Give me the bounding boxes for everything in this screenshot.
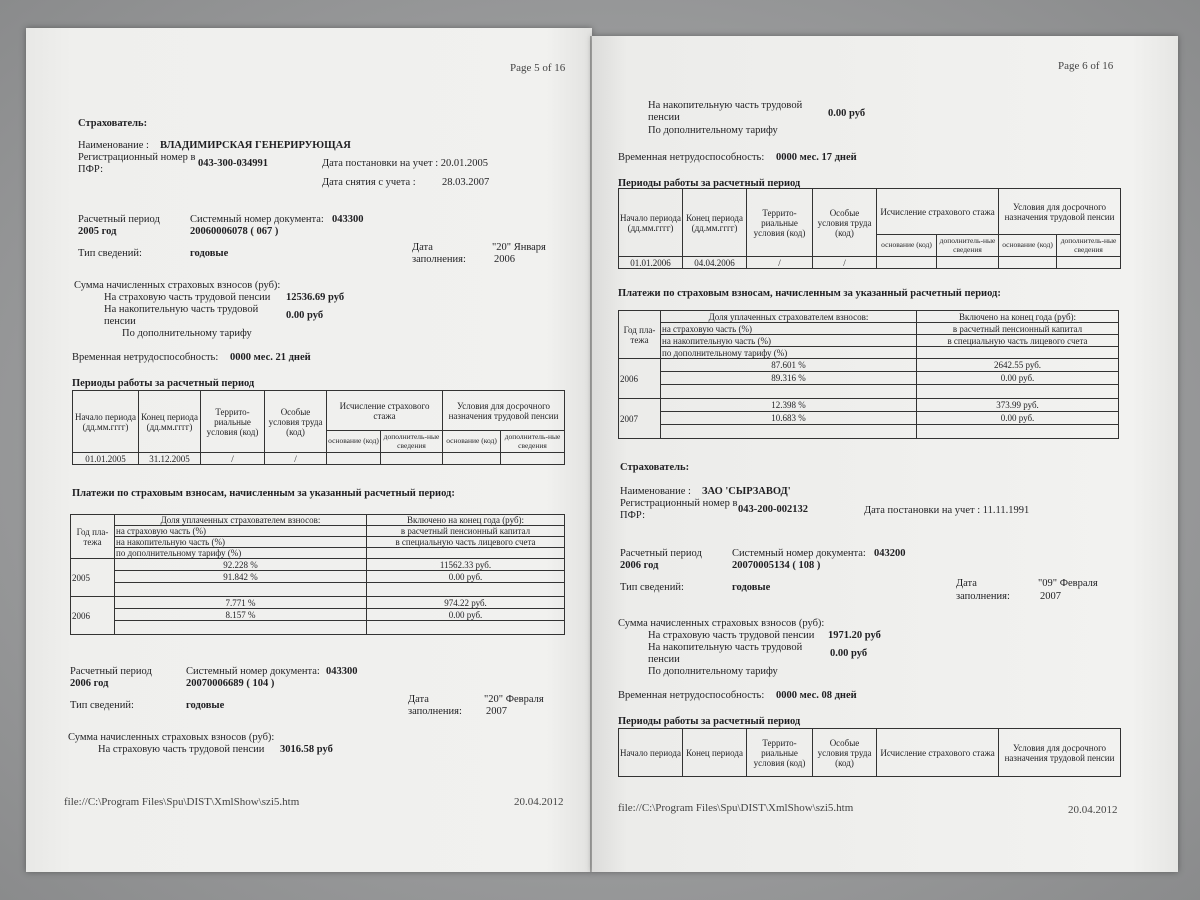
fill2-label-2: заполнения: — [408, 706, 462, 717]
col-basis: основание (код) — [327, 431, 381, 453]
footer-date: 20.04.2012 — [1068, 804, 1118, 816]
acc-label-2: пенсии — [648, 112, 680, 123]
sum2-title: Сумма начисленных страховых взносов (руб): — [68, 732, 275, 743]
cell: 89.316 % — [661, 372, 917, 385]
fill-date: "20" Января — [492, 242, 546, 253]
col-end: Конец периода (дд.мм.гггг) — [683, 189, 747, 257]
col-early: Условия для досрочного назначения трудовой пенсии — [999, 729, 1121, 777]
fill-label-2: заполнения: — [956, 591, 1010, 602]
work-periods-table-partial — [618, 728, 1121, 777]
acc-label: На накопительную часть трудовой — [648, 100, 803, 111]
acc-label-2: пенсии — [648, 654, 680, 665]
cell: 10.683 % — [661, 412, 917, 425]
col-early: Условия для досрочного назначения трудовой пенсии — [999, 189, 1121, 235]
cell — [917, 425, 1119, 439]
acc-label: На накопительную часть трудовой — [104, 304, 259, 315]
cell — [937, 257, 999, 269]
name-label: Наименование : — [78, 140, 149, 151]
col-basis-2: основание (код) — [443, 431, 501, 453]
cell: 31.12.2005 — [139, 453, 201, 465]
fill-date: "09" Февраля — [1038, 578, 1098, 589]
work-periods-table — [72, 390, 565, 465]
acc-label: На накопительную часть трудовой — [648, 642, 803, 653]
row-label: на накопительную часть (%) — [115, 537, 367, 548]
dereg-label: Дата снятия с учета : — [322, 177, 416, 188]
ins2-value: 3016.58 руб — [280, 744, 333, 755]
cell: 01.01.2005 — [73, 453, 139, 465]
fill2-label: Дата — [408, 694, 429, 705]
col-calc: Исчисление страхового стажа — [877, 189, 999, 235]
cell: 7.771 % — [115, 597, 367, 609]
disability-value: 0000 мес. 21 дней — [230, 352, 311, 363]
type-label: Тип сведений: — [620, 582, 684, 593]
col-start: Начало периода (дд.мм.гггг) — [619, 189, 683, 257]
pay-year: 2007 — [619, 399, 661, 439]
cell — [917, 347, 1119, 359]
cell — [917, 385, 1119, 399]
period2-year: 2006 год — [70, 678, 109, 689]
period-label: Расчетный период — [620, 548, 702, 559]
col-special: Особые условия труда (код) — [813, 189, 877, 257]
insurer-title: Страхователь: — [620, 462, 690, 473]
cell: 92.228 % — [115, 559, 367, 571]
page-number: Page 6 of 16 — [1058, 60, 1114, 72]
footer-date: 20.04.2012 — [514, 796, 564, 808]
doc-number: 20070005134 ( 108 ) — [732, 560, 821, 571]
row-label: в расчетный пенсионный капитал — [367, 526, 565, 537]
fill-year: 2007 — [1040, 591, 1061, 602]
period-year: 2005 год — [78, 226, 117, 237]
cell — [501, 453, 565, 465]
cell: / — [201, 453, 265, 465]
row-label: на страховую часть (%) — [115, 526, 367, 537]
disability-label: Временная нетрудоспособность: — [618, 152, 765, 163]
page-number: Page 5 of 16 — [510, 62, 566, 74]
acc-value: 0.00 руб — [828, 108, 866, 119]
col-extra: дополнитель-ные сведения — [937, 235, 999, 257]
col-extra-2: дополнитель-ные сведения — [501, 431, 565, 453]
work-periods-table — [618, 188, 1121, 269]
col-terr: Террито-риальные условия (код) — [747, 729, 813, 777]
sysnum-value: 043300 — [332, 214, 364, 225]
disability-label: Временная нетрудоспособность: — [618, 690, 765, 701]
work-title: Периоды работы за расчетный период — [618, 178, 801, 189]
fill2-date: "20" Февраля — [484, 694, 544, 705]
col-included: Включено на конец года (руб): — [367, 515, 565, 526]
cell: 0.00 руб. — [367, 571, 565, 583]
type2-value: годовые — [186, 700, 225, 711]
insurer-title: Страхователь: — [78, 118, 148, 129]
cell — [367, 548, 565, 559]
cell: 04.04.2006 — [683, 257, 747, 269]
pay-year: 2006 — [619, 359, 661, 399]
type-value: годовые — [732, 582, 771, 593]
reg-label-2: ПФР: — [620, 510, 646, 521]
cell — [661, 385, 917, 399]
page-5 — [26, 28, 592, 872]
reg-label: Регистрационный номер в — [78, 152, 196, 163]
cell: 01.01.2006 — [619, 257, 683, 269]
reg-date: Дата постановки на учет : 20.01.2005 — [322, 158, 488, 169]
fill-year: 2006 — [494, 254, 515, 265]
footer-path: file://C:\Program Files\Spu\DIST\XmlShow\szi5.htm — [618, 802, 854, 814]
fill-label-2: заполнения: — [412, 254, 466, 265]
cell — [367, 583, 565, 597]
add-label: По дополнительному тарифу — [648, 125, 778, 136]
cell: 0.00 руб. — [917, 372, 1119, 385]
cell — [661, 425, 917, 439]
acc-value: 0.00 руб — [286, 310, 324, 321]
col-terr: Террито-риальные условия (код) — [201, 391, 265, 453]
col-extra: дополнитель-ные сведения — [381, 431, 443, 453]
period-label: Расчетный период — [78, 214, 160, 225]
row-label: в специальную часть лицевого счета — [367, 537, 565, 548]
cell: 11562.33 руб. — [367, 559, 565, 571]
col-special: Особые условия труда (код) — [813, 729, 877, 777]
cell: 2642.55 руб. — [917, 359, 1119, 372]
acc-label-2: пенсии — [104, 316, 136, 327]
footer-path: file://C:\Program Files\Spu\DIST\XmlShow\szi5.htm — [64, 796, 300, 808]
cell: 87.601 % — [661, 359, 917, 372]
ins2-label: На страховую часть трудовой пенсии — [98, 744, 265, 755]
doc-number: 20060006078 ( 067 ) — [190, 226, 279, 237]
sysnum2-label: Системный номер документа: — [186, 666, 320, 677]
col-end: Конец периода — [683, 729, 747, 777]
sysnum-label: Системный номер документа: — [190, 214, 324, 225]
sysnum2-value: 043300 — [326, 666, 358, 677]
payments-title: Платежи по страховым взносам, начисленным за указанный расчетный период: — [618, 288, 1001, 299]
acc-value: 0.00 руб — [830, 648, 868, 659]
cell: 0.00 руб. — [917, 412, 1119, 425]
name-label: Наименование : — [620, 486, 691, 497]
ins-label: На страховую часть трудовой пенсии — [648, 630, 815, 641]
cell: 12.398 % — [661, 399, 917, 412]
cell: 91.842 % — [115, 571, 367, 583]
row-label: в расчетный пенсионный капитал — [917, 323, 1119, 335]
cell — [367, 621, 565, 635]
col-share: Доля уплаченных страхователем взносов: — [661, 311, 917, 323]
row-label: в специальную часть лицевого счета — [917, 335, 1119, 347]
reg-label: Регистрационный номер в — [620, 498, 738, 509]
cell — [999, 257, 1057, 269]
cell: 373.99 руб. — [917, 399, 1119, 412]
col-basis: основание (код) — [877, 235, 937, 257]
sum-title: Сумма начисленных страховых взносов (руб): — [74, 280, 281, 291]
disability-label: Временная нетрудоспособность: — [72, 352, 219, 363]
col-start: Начало периода — [619, 729, 683, 777]
col-basis-2: основание (код) — [999, 235, 1057, 257]
cell — [381, 453, 443, 465]
work-title: Периоды работы за расчетный период — [72, 378, 255, 389]
disability-value: 0000 мес. 08 дней — [776, 690, 857, 701]
cell: 8.157 % — [115, 609, 367, 621]
name-value: ВЛАДИМИРСКАЯ ГЕНЕРИРУЮЩАЯ — [160, 140, 351, 151]
cell — [115, 621, 367, 635]
col-year: Год пла-тежа — [619, 311, 661, 359]
type-label: Тип сведений: — [78, 248, 142, 259]
reg-value: 043-300-034991 — [198, 158, 268, 169]
sum-title: Сумма начисленных страховых взносов (руб): — [618, 618, 825, 629]
sysnum-value: 043200 — [874, 548, 906, 559]
add-label: По дополнительному тарифу — [648, 666, 778, 677]
ins-value: 12536.69 руб — [286, 292, 345, 303]
add-label: По дополнительному тарифу — [122, 328, 252, 339]
cell — [115, 583, 367, 597]
col-early: Условия для досрочного назначения трудовой пенсии — [443, 391, 565, 431]
work-title: Периоды работы за расчетный период — [618, 716, 801, 727]
dereg-value: 28.03.2007 — [442, 177, 490, 188]
reg-value: 043-200-002132 — [738, 504, 808, 515]
col-included: Включено на конец года (руб): — [917, 311, 1119, 323]
col-calc: Исчисление страхового стажа — [327, 391, 443, 431]
col-terr: Террито-риальные условия (код) — [747, 189, 813, 257]
col-extra-2: дополнитель-ные сведения — [1057, 235, 1121, 257]
fill-label: Дата — [956, 578, 977, 589]
cell — [877, 257, 937, 269]
ins-label: На страховую часть трудовой пенсии — [104, 292, 271, 303]
payments-table — [618, 310, 1119, 439]
col-special: Особые условия труда (код) — [265, 391, 327, 453]
payments-table — [70, 514, 565, 635]
disability-value: 0000 мес. 17 дней — [776, 152, 857, 163]
cell: / — [747, 257, 813, 269]
row-label: на накопительную часть (%) — [661, 335, 917, 347]
col-end: Конец периода (дд.мм.гггг) — [139, 391, 201, 453]
ins-value: 1971.20 руб — [828, 630, 881, 641]
col-share: Доля уплаченных страхователем взносов: — [115, 515, 367, 526]
fill2-year: 2007 — [486, 706, 507, 717]
cell: / — [265, 453, 327, 465]
payments-title: Платежи по страховым взносам, начисленным за указанный расчетный период: — [72, 488, 455, 499]
cell — [327, 453, 381, 465]
col-year: Год пла-тежа — [71, 515, 115, 559]
col-calc: Исчисление страхового стажа — [877, 729, 999, 777]
cell — [443, 453, 501, 465]
row-label: по дополнительному тарифу (%) — [115, 548, 367, 559]
type2-label: Тип сведений: — [70, 700, 134, 711]
pay-year: 2005 — [71, 559, 115, 597]
row-label: на страховую часть (%) — [661, 323, 917, 335]
reg-date: Дата постановки на учет : 11.11.1991 — [864, 505, 1030, 516]
cell: / — [813, 257, 877, 269]
col-start: Начало периода (дд.мм.гггг) — [73, 391, 139, 453]
pay-year: 2006 — [71, 597, 115, 635]
cell — [1057, 257, 1121, 269]
period-year: 2006 год — [620, 560, 659, 571]
row-label: по дополнительному тарифу (%) — [661, 347, 917, 359]
doc2-number: 20070006689 ( 104 ) — [186, 678, 275, 689]
period2-label: Расчетный период — [70, 666, 152, 677]
cell: 974.22 руб. — [367, 597, 565, 609]
reg-label-2: ПФР: — [78, 164, 104, 175]
sysnum-label: Системный номер документа: — [732, 548, 866, 559]
type-value: годовые — [190, 248, 229, 259]
name-value: ЗАО 'СЫРЗАВОД' — [702, 486, 791, 497]
fill-label: Дата — [412, 242, 433, 253]
page-6 — [592, 36, 1178, 872]
cell: 0.00 руб. — [367, 609, 565, 621]
